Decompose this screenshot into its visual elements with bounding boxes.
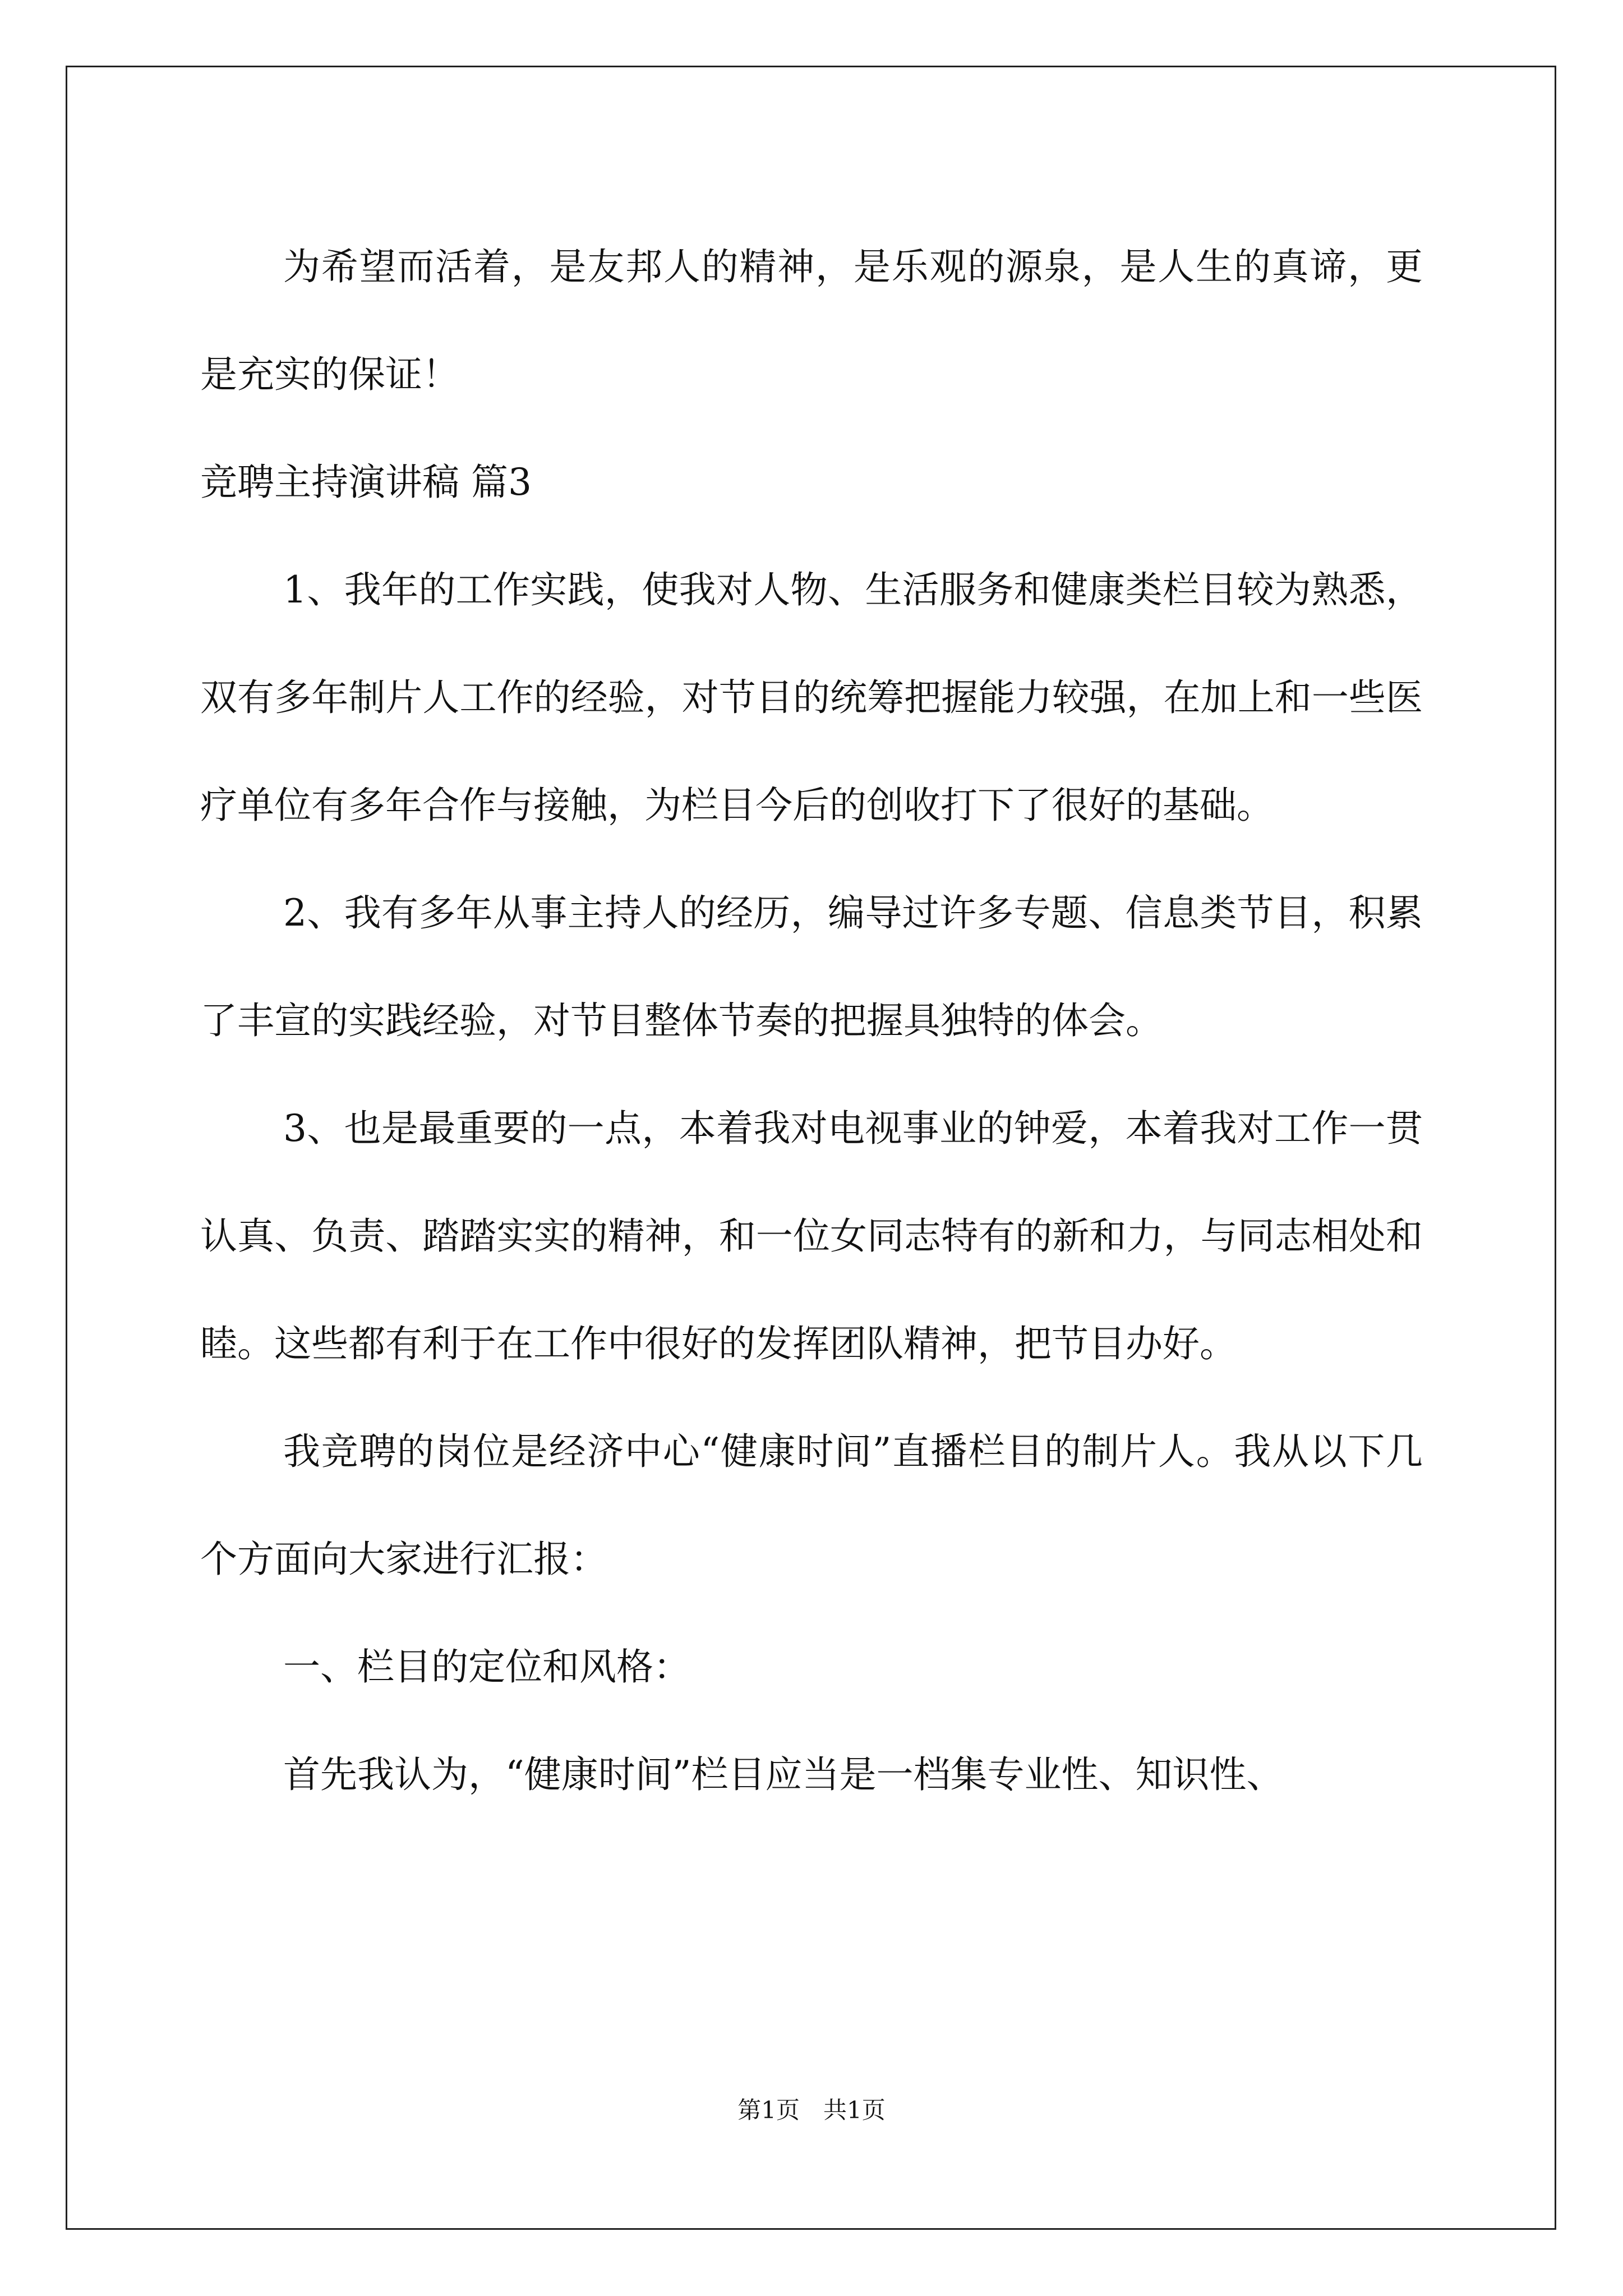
document-body: [200, 213, 1423, 1829]
paragraph: 2、我有多年从事主持人的经历，编导过许多专题、信息类节目，积累了丰宣的实践经验，对节目整体节奏的把握具独特的体会。: [200, 891, 1423, 1042]
paragraph: 3、也是最重要的一点，本着我对电视事业的钟爱，本着我对工作一贯认真、负责、踏踏实实的精神，和一位女同志特有的新和力，与同志相处和睦。这些都有利于在工作中很好的发挥团队精神，把节目办好。: [200, 1107, 1423, 1365]
paragraph: 我竞聘的岗位是经济中心“健康时间”直播栏目的制片人。我从以下几个方面向大家进行汇报：: [200, 1430, 1423, 1581]
paragraph: 为希望而活着，是友邦人的精神，是乐观的源泉，是人生的真谛，更是充实的保证！: [200, 245, 1423, 396]
page-footer: 第1页 共1页: [737, 2096, 886, 2124]
paragraph: 1、我年的工作实践，使我对人物、生活服务和健康类栏目较为熟悉，双有多年制片人工作的经验，对节目的统筹把握能力较强，在加上和一些医疗单位有多年合作与接触，为栏目今后的创收打下了很好的基础。: [200, 568, 1423, 827]
paragraph: 首先我认为，“健康时间”栏目应当是一档集专业性、知识性、: [283, 1753, 1284, 1796]
section-heading: 竞聘主持演讲稿 篇3: [200, 461, 532, 504]
paragraph: 一、栏目的定位和风格：: [283, 1645, 690, 1688]
